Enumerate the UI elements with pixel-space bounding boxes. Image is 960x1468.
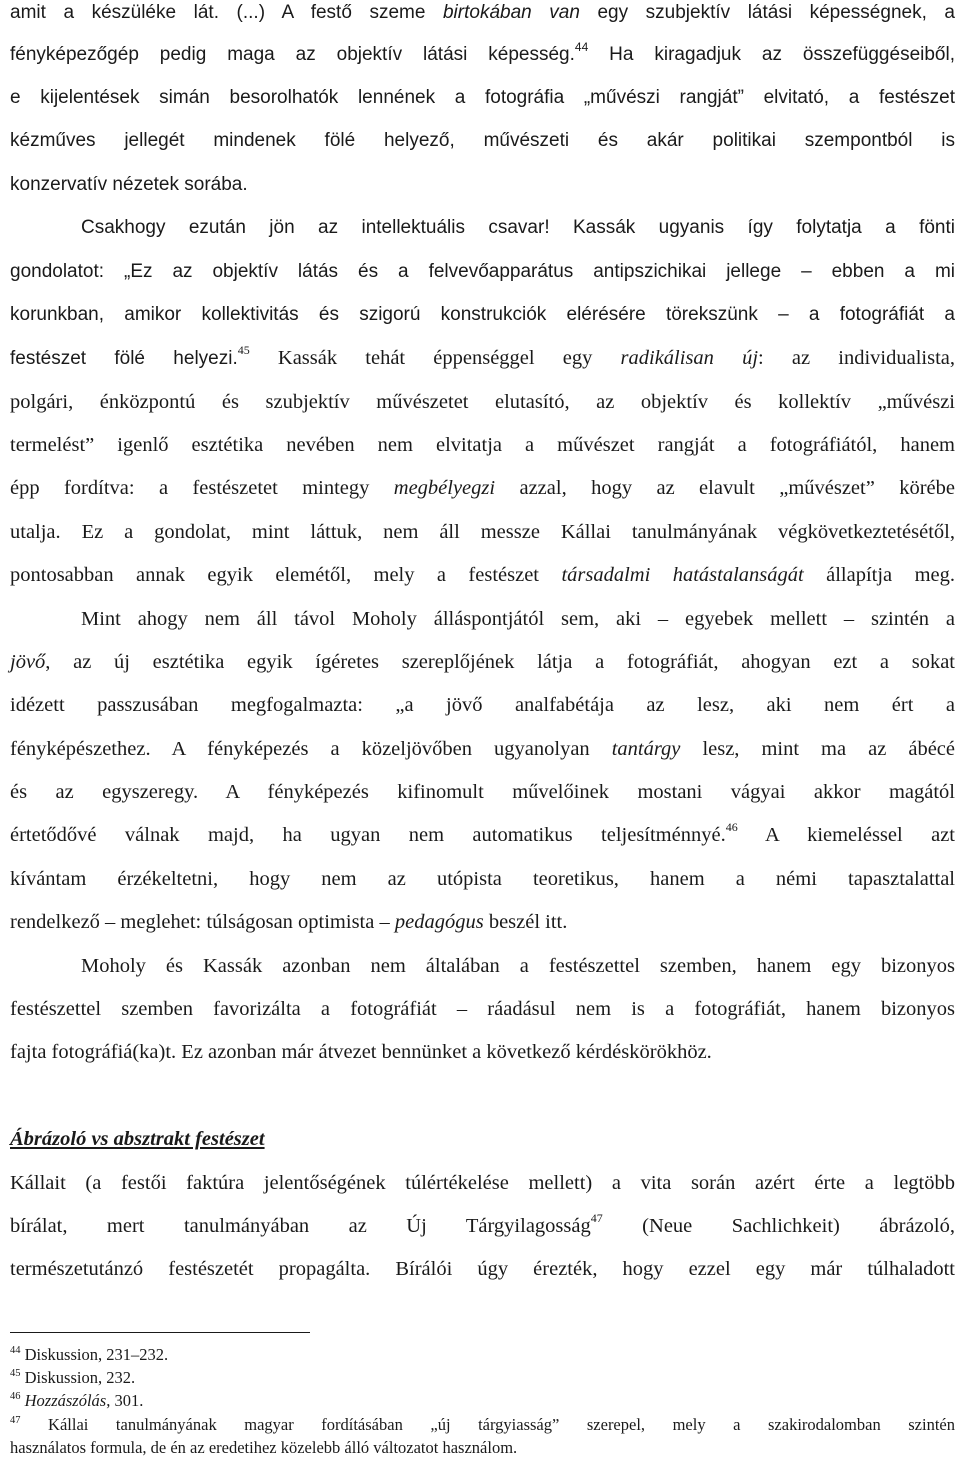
italic-text: tantárgy — [611, 738, 681, 760]
paragraph-line: és az egyszeregy. A fényképezés kifinomult művelőinek mostani vágyai akkor magától — [10, 781, 955, 803]
footnote — [10, 1414, 955, 1436]
paragraph-line — [10, 474, 955, 502]
paragraph-line: természetutánzó festészetét propagálta. Bírálói úgy érezték, hogy ezzel egy már túlhaladott — [10, 1258, 955, 1280]
paragraph-line: kívántam érzékeltetni, hogy nem az utópista teoretikus, hanem a némi tapasztalattal — [10, 868, 955, 890]
footnote-separator — [10, 1332, 310, 1333]
paragraph-line — [10, 821, 955, 849]
section-heading: Ábrázoló vs absztrakt festészet — [10, 1128, 265, 1150]
text-run: , az új esztétika egyik ígéretes szereplőjének látja a fotográfiát, ahogyan ezt a sokat — [45, 651, 955, 673]
paragraph-line: Mint ahogy nem áll távol Moholy álláspontjától sem, aki – egyebek mellett – szintén a — [81, 608, 955, 630]
paragraph-line: e kijelentések simán besorolhatók lennének a fotográfia „művészi rangját” elvitató, a festészet — [10, 87, 955, 108]
paragraph-line — [10, 561, 955, 589]
paragraph-line — [10, 0, 955, 27]
text-run: állapítja meg. — [803, 564, 955, 586]
footnote-ref: 46 — [725, 820, 738, 835]
italic-text: jövő — [10, 651, 46, 673]
text-run: lesz, mint ma az ábécé — [680, 738, 955, 760]
paragraph-line: termelést” igenlő esztétika nevében nem elvitatja a művészet rangját a fotográfiától, hanem — [10, 434, 955, 456]
text-run: Kassák ugyanis így folytatja a fönti — [549, 217, 955, 238]
footnote-number: 46 — [10, 1390, 21, 1402]
paragraph-line: kézműves jellegét mindenek fölé helyező, művészeti és akár politikai szempontból is — [10, 130, 955, 151]
italic-text: pedagógus — [394, 911, 484, 933]
paragraph-line — [10, 1212, 955, 1240]
italic-text: társadalmi hatástalanságát — [561, 564, 804, 586]
text-run: egy szubjektív látási képességnek, a — [579, 2, 955, 23]
footnote-ref: 47 — [590, 1211, 603, 1226]
paragraph-line: Moholy és Kassák azonban nem általában a festészettel szemben, hanem egy bizonyos — [81, 955, 955, 977]
footnote-italic-text: Hozzászólás — [20, 1391, 107, 1410]
text-run: Csakhogy ezután jön az intellektuális csavar! — [81, 217, 550, 238]
footnote-number: 45 — [10, 1367, 21, 1379]
footnote-continuation: használatos formula, de én az eredetihez közelebb álló változatot használom. — [10, 1438, 518, 1457]
italic-text: birtokában van — [442, 2, 580, 23]
italic-text: megbélyegzi — [393, 477, 496, 499]
text-run: : az individualista, — [758, 347, 955, 369]
footnote-ref: 45 — [237, 343, 250, 358]
text-run: fényképezőgép pedig maga az objektív látási képesség. — [10, 44, 575, 65]
text-run: bírálat, mert tanulmányában az Új Tárgyilagosság — [10, 1215, 591, 1237]
text-run: festészet fölé helyezi. — [10, 348, 238, 369]
text-run: értetődővé válnak majd, ha ugyan nem automatikus teljesítménnyé. — [10, 824, 726, 846]
text-run: (Neue Sachlichkeit) ábrázoló, — [602, 1215, 956, 1237]
text-run: amit a készüléke lát. (...) A festő szeme — [10, 2, 443, 23]
footnote-text: , 301. — [106, 1391, 144, 1410]
footnote-text: Diskussion, 231–232. — [20, 1345, 169, 1364]
paragraph-line: utalja. Ez a gondolat, mint láttuk, nem áll messze Kállai tanulmányának végkövetkeztetésétől, — [10, 521, 955, 543]
paragraph-line: polgári, énközpontú és szubjektív művészetet elutasító, az objektív és kollektív „művészi — [10, 391, 955, 413]
paragraph-line — [10, 908, 955, 936]
paragraph-line — [10, 41, 955, 69]
paragraph-line: Kállait (a festői faktúra jelentőségének túlértékelése mellett) a vita során azért érte a legtöbb — [10, 1172, 955, 1194]
paragraph-line — [10, 735, 955, 763]
text-run: azzal, hogy az elavult „művészet” körébe — [495, 477, 955, 499]
paragraph-line: idézett passzusában megfogalmazta: „a jövő analfabétája az lesz, aki nem ért a — [10, 694, 955, 716]
paragraph-line: fajta fotográfiá(ka)t. Ez azonban már átvezet bennünket a következő kérdéskörökhöz. — [10, 1041, 712, 1063]
text-run: beszél itt. — [483, 911, 568, 933]
italic-text: radikálisan új — [620, 347, 759, 369]
footnote — [10, 1344, 955, 1366]
footnote-text: Kállai tanulmányának magyar fordításában „új tárgyiasság” szerepel, mely a szakirodalomban szintén — [20, 1415, 955, 1434]
paragraph-line — [81, 214, 955, 242]
text-run: Ha kiragadjuk az összefüggéseiből, — [588, 44, 955, 65]
text-run: A kiemeléssel azt — [737, 824, 955, 846]
footnote — [10, 1390, 955, 1412]
footnote — [10, 1367, 955, 1389]
text-run: pontosabban annak egyik elemétől, mely a festészet — [10, 564, 562, 586]
paragraph-line: korunkban, amikor kollektivitás és szigorú konstrukciók elérésére törekszünk – a fotográfiát a — [10, 304, 955, 325]
footnote-ref: 44 — [574, 39, 589, 54]
paragraph-line: konzervatív nézetek sorába. — [10, 174, 248, 195]
text-run: rendelkező – meglehet: túlságosan optimista – — [10, 911, 395, 933]
text-run: Kassák tehát éppenséggel egy — [249, 347, 621, 369]
paragraph-line: gondolatot: „Ez az objektív látás és a felvevőapparátus antipszichikai jellege – ebben a mi — [10, 261, 955, 282]
paragraph-line — [10, 344, 955, 373]
footnote-text: Diskussion, 232. — [20, 1368, 136, 1387]
footnote-number: 47 — [10, 1414, 21, 1426]
text-run: fényképészethez. A fényképezés a közeljövőben ugyanolyan — [10, 738, 612, 760]
paragraph-line: festészettel szemben favorizálta a fotográfiát – ráadásul nem is a fotográfiát, hanem bizonyos — [10, 998, 955, 1020]
text-run: épp fordítva: a festészetet mintegy — [10, 477, 394, 499]
paragraph-line — [10, 648, 955, 676]
footnote-number: 44 — [10, 1344, 21, 1356]
